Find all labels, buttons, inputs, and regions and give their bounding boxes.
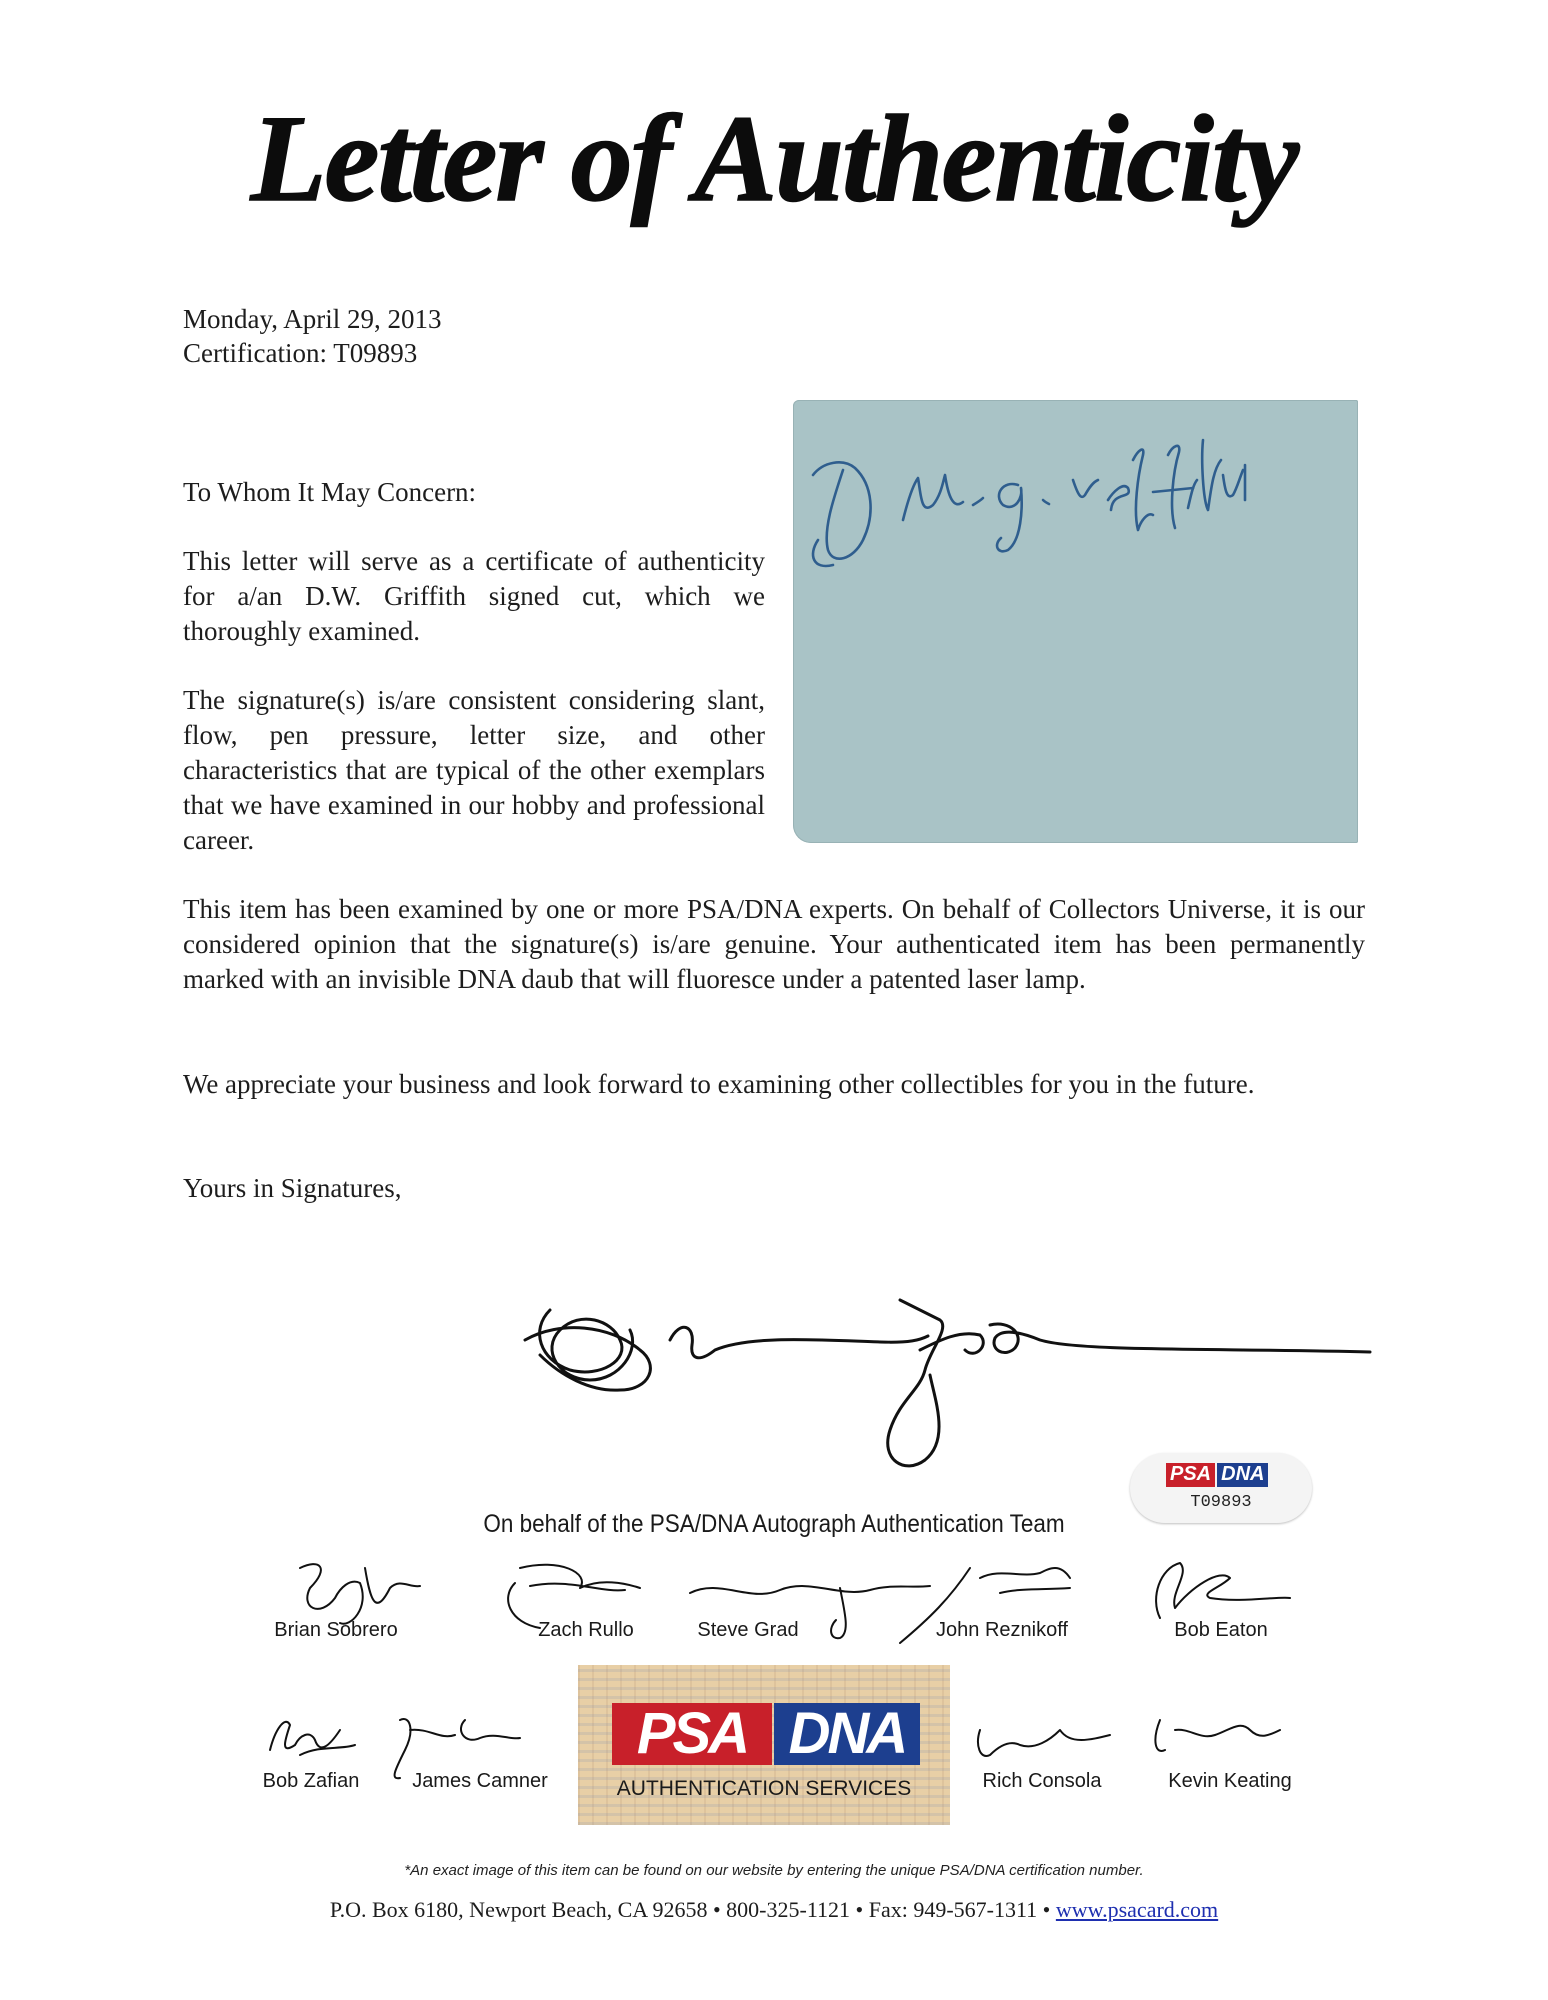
- hologram-logo-psa: PSA: [1166, 1463, 1215, 1487]
- logo-psa: PSA: [612, 1703, 772, 1765]
- footer-address: [0, 1897, 1548, 1923]
- signed-cut-image: [793, 400, 1358, 843]
- website-link[interactable]: www.psacard.com: [1055, 1897, 1219, 1922]
- paragraph-3: This item has been examined by one or more PSA/DNA experts. On behalf of Collectors Universe, it is our considered opinion that the signature(s) is/are genuine. Your authenticated item has been permanently marked with an invisible DNA daub that will fluoresce under a patented laser lamp.: [183, 894, 1365, 994]
- team-member-4: John Reznikoff: [936, 1619, 1068, 1641]
- letter-title: [0, 60, 1548, 280]
- logo-subtitle: AUTHENTICATION SERVICES: [616, 1777, 912, 1800]
- team-member-2: Zach Rullo: [538, 1619, 634, 1641]
- certification-number: Certification: T09893: [183, 338, 418, 368]
- hologram-cert-number: T09893: [1190, 1493, 1252, 1512]
- logo-dna: DNA: [774, 1703, 920, 1765]
- footer-address-text: P.O. Box 6180, Newport Beach, CA 92658 • 800-325-1121 • Fax: 949-567-1311 •: [329, 1897, 1056, 1922]
- title-text: Letter of Authenticity: [250, 90, 1298, 227]
- team-heading: On behalf of the PSA/DNA Autograph Authentication Team: [483, 1510, 1065, 1538]
- paragraph-2: The signature(s) is/are consistent considering slant, flow, pen pressure, letter size, and other characteristics that are typical of the other exemplars that we have examined in our hobby and professional career.: [183, 685, 765, 855]
- salutation: To Whom It May Concern:: [183, 477, 477, 507]
- team-member-6: Bob Zafian: [262, 1770, 360, 1792]
- authenticator-signature: [520, 1280, 1380, 1480]
- griffith-signature: [793, 400, 1358, 843]
- letter-date: Monday, April 29, 2013: [183, 304, 442, 334]
- team-member-5: Bob Eaton: [1174, 1619, 1268, 1641]
- hologram-logo: [1166, 1463, 1268, 1487]
- team-member-8: Rich Consola: [982, 1770, 1102, 1792]
- team-member-9: Kevin Keating: [1168, 1770, 1292, 1792]
- team-member-7: James Camner: [412, 1770, 548, 1792]
- team-member-3: Steve Grad: [697, 1619, 799, 1641]
- team-member-1: Brian Sobrero: [274, 1619, 398, 1641]
- paragraph-4: We appreciate your business and look forward to examining other collectibles for you in the future.: [183, 1069, 1255, 1099]
- hologram-logo-dna: DNA: [1217, 1463, 1268, 1487]
- footnote: *An exact image of this item can be found on our website by entering the unique PSA/DNA certification number.: [404, 1862, 1144, 1879]
- closing: Yours in Signatures,: [183, 1173, 402, 1203]
- paragraph-1: This letter will serve as a certificate of authenticity for a/an D.W. Griffith signed cut, which we thoroughly examined.: [183, 546, 765, 646]
